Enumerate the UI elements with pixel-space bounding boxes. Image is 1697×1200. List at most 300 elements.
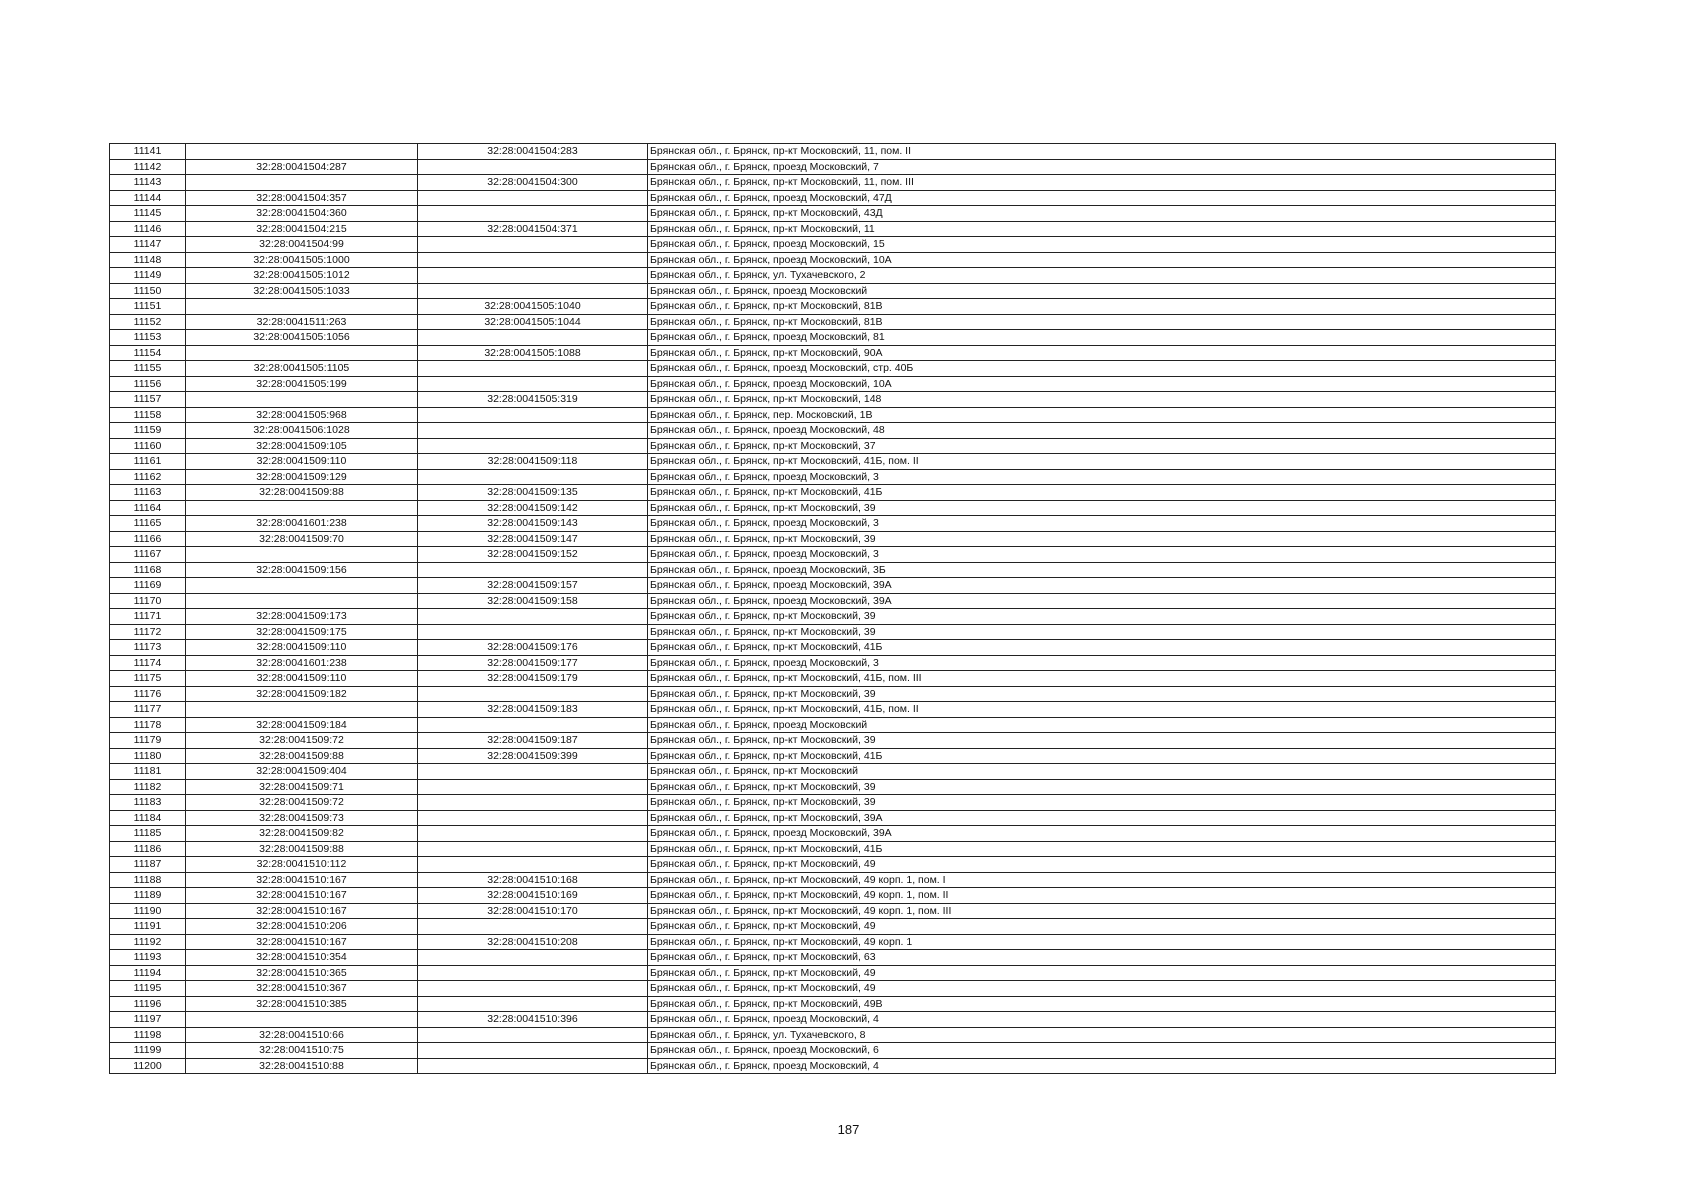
- row-number-cell: 11192: [110, 934, 186, 950]
- address-cell: Брянская обл., г. Брянск, проезд Московский, 3: [648, 516, 1556, 532]
- row-number-cell: 11191: [110, 919, 186, 935]
- table-row: [110, 640, 1556, 656]
- address-cell: Брянская обл., г. Брянск, проезд Московский, стр. 40Б: [648, 361, 1556, 377]
- cadastral-number-b-cell: 32:28:0041509:142: [418, 500, 648, 516]
- row-number-cell: 11168: [110, 562, 186, 578]
- row-number-cell: 11155: [110, 361, 186, 377]
- cadastral-number-a-cell: 32:28:0041510:365: [186, 965, 418, 981]
- cadastral-number-a-cell: 32:28:0041509:73: [186, 810, 418, 826]
- cadastral-number-a-cell: 32:28:0041504:360: [186, 206, 418, 222]
- address-cell: Брянская обл., г. Брянск, пр-кт Московский, 39: [648, 500, 1556, 516]
- address-cell: Брянская обл., г. Брянск, пр-кт Московский, 43Д: [648, 206, 1556, 222]
- table-row: [110, 500, 1556, 516]
- table-row: [110, 144, 1556, 160]
- cadastral-number-a-cell: 32:28:0041510:75: [186, 1043, 418, 1059]
- registry-sheet: [109, 143, 1555, 1074]
- table-row: [110, 578, 1556, 594]
- cadastral-number-b-cell: [418, 283, 648, 299]
- table-row: [110, 237, 1556, 253]
- row-number-cell: 11165: [110, 516, 186, 532]
- table-row: [110, 593, 1556, 609]
- address-cell: Брянская обл., г. Брянск, проезд Московский, 4: [648, 1012, 1556, 1028]
- row-number-cell: 11188: [110, 872, 186, 888]
- table-row: [110, 376, 1556, 392]
- cadastral-number-b-cell: [418, 423, 648, 439]
- address-cell: Брянская обл., г. Брянск, проезд Московский, 10А: [648, 252, 1556, 268]
- row-number-cell: 11158: [110, 407, 186, 423]
- address-cell: Брянская обл., г. Брянск, пр-кт Московский, 39А: [648, 810, 1556, 826]
- cadastral-number-b-cell: [418, 857, 648, 873]
- cadastral-number-b-cell: [418, 206, 648, 222]
- cadastral-number-a-cell: 32:28:0041504:357: [186, 190, 418, 206]
- property-registry-table: [109, 143, 1556, 1074]
- cadastral-number-a-cell: 32:28:0041505:1000: [186, 252, 418, 268]
- row-number-cell: 11143: [110, 175, 186, 191]
- address-cell: Брянская обл., г. Брянск, проезд Московский, 48: [648, 423, 1556, 439]
- table-row: [110, 283, 1556, 299]
- table-row: [110, 221, 1556, 237]
- row-number-cell: 11153: [110, 330, 186, 346]
- cadastral-number-b-cell: 32:28:0041509:399: [418, 748, 648, 764]
- table-row: [110, 252, 1556, 268]
- table-row: [110, 857, 1556, 873]
- cadastral-number-b-cell: 32:28:0041509:177: [418, 655, 648, 671]
- table-row: [110, 981, 1556, 997]
- page-number: 187: [837, 1122, 860, 1137]
- row-number-cell: 11179: [110, 733, 186, 749]
- cadastral-number-b-cell: [418, 330, 648, 346]
- table-row: [110, 1012, 1556, 1028]
- table-row: [110, 810, 1556, 826]
- row-number-cell: 11166: [110, 531, 186, 547]
- address-cell: Брянская обл., г. Брянск, пр-кт Московский, 39: [648, 531, 1556, 547]
- cadastral-number-b-cell: [418, 686, 648, 702]
- row-number-cell: 11197: [110, 1012, 186, 1028]
- cadastral-number-a-cell: 32:28:0041510:66: [186, 1027, 418, 1043]
- table-row: [110, 547, 1556, 563]
- table-row: [110, 175, 1556, 191]
- row-number-cell: 11145: [110, 206, 186, 222]
- row-number-cell: 11141: [110, 144, 186, 160]
- table-row: [110, 469, 1556, 485]
- cadastral-number-b-cell: 32:28:0041509:176: [418, 640, 648, 656]
- cadastral-number-b-cell: 32:28:0041509:158: [418, 593, 648, 609]
- address-cell: Брянская обл., г. Брянск, пр-кт Московский, 39: [648, 733, 1556, 749]
- cadastral-number-a-cell: 32:28:0041510:367: [186, 981, 418, 997]
- table-row: [110, 903, 1556, 919]
- row-number-cell: 11182: [110, 779, 186, 795]
- address-cell: Брянская обл., г. Брянск, проезд Московский, 4: [648, 1058, 1556, 1074]
- address-cell: Брянская обл., г. Брянск, проезд Московский, 39А: [648, 578, 1556, 594]
- cadastral-number-a-cell: 32:28:0041510:167: [186, 934, 418, 950]
- address-cell: Брянская обл., г. Брянск, проезд Московский, 81: [648, 330, 1556, 346]
- table-row: [110, 438, 1556, 454]
- address-cell: Брянская обл., г. Брянск, пр-кт Московский, 11, пом. III: [648, 175, 1556, 191]
- cadastral-number-a-cell: 32:28:0041509:110: [186, 640, 418, 656]
- address-cell: Брянская обл., г. Брянск, пр-кт Московский, 49: [648, 857, 1556, 873]
- row-number-cell: 11189: [110, 888, 186, 904]
- cadastral-number-b-cell: 32:28:0041504:371: [418, 221, 648, 237]
- address-cell: Брянская обл., г. Брянск, пр-кт Московский, 148: [648, 392, 1556, 408]
- address-cell: Брянская обл., г. Брянск, пр-кт Московский, 63: [648, 950, 1556, 966]
- cadastral-number-b-cell: 32:28:0041510:169: [418, 888, 648, 904]
- table-row: [110, 950, 1556, 966]
- cadastral-number-b-cell: [418, 950, 648, 966]
- cadastral-number-a-cell: 32:28:0041510:167: [186, 872, 418, 888]
- address-cell: Брянская обл., г. Брянск, пер. Московский, 1В: [648, 407, 1556, 423]
- table-row: [110, 361, 1556, 377]
- row-number-cell: 11169: [110, 578, 186, 594]
- cadastral-number-b-cell: [418, 779, 648, 795]
- cadastral-number-b-cell: [418, 919, 648, 935]
- address-cell: Брянская обл., г. Брянск, пр-кт Московский: [648, 764, 1556, 780]
- cadastral-number-a-cell: [186, 547, 418, 563]
- cadastral-number-a-cell: 32:28:0041506:1028: [186, 423, 418, 439]
- cadastral-number-b-cell: [418, 764, 648, 780]
- cadastral-number-a-cell: 32:28:0041509:156: [186, 562, 418, 578]
- cadastral-number-a-cell: 32:28:0041510:88: [186, 1058, 418, 1074]
- cadastral-number-a-cell: [186, 578, 418, 594]
- address-cell: Брянская обл., г. Брянск, проезд Московский: [648, 717, 1556, 733]
- row-number-cell: 11190: [110, 903, 186, 919]
- row-number-cell: 11181: [110, 764, 186, 780]
- cadastral-number-a-cell: 32:28:0041509:182: [186, 686, 418, 702]
- cadastral-number-a-cell: 32:28:0041509:175: [186, 624, 418, 640]
- row-number-cell: 11157: [110, 392, 186, 408]
- table-row: [110, 733, 1556, 749]
- cadastral-number-a-cell: [186, 702, 418, 718]
- cadastral-number-b-cell: [418, 1058, 648, 1074]
- table-row: [110, 516, 1556, 532]
- row-number-cell: 11176: [110, 686, 186, 702]
- table-row: [110, 671, 1556, 687]
- cadastral-number-b-cell: [418, 996, 648, 1012]
- cadastral-number-b-cell: 32:28:0041509:118: [418, 454, 648, 470]
- cadastral-number-a-cell: [186, 500, 418, 516]
- cadastral-number-a-cell: 32:28:0041504:287: [186, 159, 418, 175]
- cadastral-number-b-cell: 32:28:0041505:1040: [418, 299, 648, 315]
- table-row: [110, 190, 1556, 206]
- table-row: [110, 717, 1556, 733]
- row-number-cell: 11178: [110, 717, 186, 733]
- table-row: [110, 345, 1556, 361]
- cadastral-number-a-cell: 32:28:0041509:72: [186, 733, 418, 749]
- cadastral-number-a-cell: [186, 345, 418, 361]
- cadastral-number-b-cell: 32:28:0041509:135: [418, 485, 648, 501]
- cadastral-number-b-cell: 32:28:0041509:147: [418, 531, 648, 547]
- cadastral-number-b-cell: [418, 965, 648, 981]
- row-number-cell: 11154: [110, 345, 186, 361]
- address-cell: Брянская обл., г. Брянск, пр-кт Московский, 41Б: [648, 748, 1556, 764]
- cadastral-number-a-cell: 32:28:0041504:99: [186, 237, 418, 253]
- cadastral-number-b-cell: 32:28:0041510:170: [418, 903, 648, 919]
- table-row: [110, 826, 1556, 842]
- cadastral-number-a-cell: 32:28:0041509:129: [186, 469, 418, 485]
- cadastral-number-a-cell: 32:28:0041505:968: [186, 407, 418, 423]
- cadastral-number-a-cell: 32:28:0041504:215: [186, 221, 418, 237]
- cadastral-number-a-cell: [186, 175, 418, 191]
- table-row: [110, 1058, 1556, 1074]
- cadastral-number-b-cell: 32:28:0041504:283: [418, 144, 648, 160]
- cadastral-number-a-cell: 32:28:0041510:112: [186, 857, 418, 873]
- row-number-cell: 11142: [110, 159, 186, 175]
- row-number-cell: 11186: [110, 841, 186, 857]
- cadastral-number-b-cell: [418, 361, 648, 377]
- row-number-cell: 11180: [110, 748, 186, 764]
- table-row: [110, 965, 1556, 981]
- cadastral-number-a-cell: [186, 144, 418, 160]
- cadastral-number-a-cell: 32:28:0041509:105: [186, 438, 418, 454]
- address-cell: Брянская обл., г. Брянск, пр-кт Московский, 49 корп. 1, пом. III: [648, 903, 1556, 919]
- cadastral-number-a-cell: 32:28:0041509:82: [186, 826, 418, 842]
- cadastral-number-b-cell: [418, 826, 648, 842]
- row-number-cell: 11175: [110, 671, 186, 687]
- address-cell: Брянская обл., г. Брянск, пр-кт Московский, 39: [648, 624, 1556, 640]
- table-row: [110, 779, 1556, 795]
- cadastral-number-a-cell: 32:28:0041510:354: [186, 950, 418, 966]
- row-number-cell: 11159: [110, 423, 186, 439]
- row-number-cell: 11184: [110, 810, 186, 826]
- address-cell: Брянская обл., г. Брянск, проезд Московский, 3Б: [648, 562, 1556, 578]
- row-number-cell: 11194: [110, 965, 186, 981]
- cadastral-number-b-cell: [418, 1027, 648, 1043]
- address-cell: Брянская обл., г. Брянск, ул. Тухачевского, 8: [648, 1027, 1556, 1043]
- cadastral-number-b-cell: 32:28:0041510:208: [418, 934, 648, 950]
- address-cell: Брянская обл., г. Брянск, пр-кт Московский, 41Б: [648, 841, 1556, 857]
- cadastral-number-b-cell: [418, 1043, 648, 1059]
- address-cell: Брянская обл., г. Брянск, пр-кт Московский, 49 корп. 1, пом. II: [648, 888, 1556, 904]
- cadastral-number-a-cell: 32:28:0041509:184: [186, 717, 418, 733]
- address-cell: Брянская обл., г. Брянск, пр-кт Московский, 90А: [648, 345, 1556, 361]
- cadastral-number-a-cell: 32:28:0041509:110: [186, 454, 418, 470]
- cadastral-number-a-cell: [186, 392, 418, 408]
- table-row: [110, 764, 1556, 780]
- cadastral-number-b-cell: 32:28:0041504:300: [418, 175, 648, 191]
- row-number-cell: 11146: [110, 221, 186, 237]
- cadastral-number-a-cell: 32:28:0041509:173: [186, 609, 418, 625]
- cadastral-number-b-cell: [418, 810, 648, 826]
- cadastral-number-a-cell: 32:28:0041505:1012: [186, 268, 418, 284]
- cadastral-number-a-cell: 32:28:0041601:238: [186, 655, 418, 671]
- cadastral-number-b-cell: 32:28:0041509:179: [418, 671, 648, 687]
- address-cell: Брянская обл., г. Брянск, пр-кт Московский, 49 корп. 1, пом. I: [648, 872, 1556, 888]
- cadastral-number-b-cell: [418, 624, 648, 640]
- table-row: [110, 609, 1556, 625]
- cadastral-number-b-cell: 32:28:0041505:1044: [418, 314, 648, 330]
- cadastral-number-b-cell: 32:28:0041509:183: [418, 702, 648, 718]
- table-row: [110, 206, 1556, 222]
- address-cell: Брянская обл., г. Брянск, проезд Московский, 15: [648, 237, 1556, 253]
- table-row: [110, 562, 1556, 578]
- cadastral-number-b-cell: [418, 252, 648, 268]
- cadastral-number-b-cell: [418, 268, 648, 284]
- cadastral-number-b-cell: [418, 190, 648, 206]
- address-cell: Брянская обл., г. Брянск, пр-кт Московский, 39: [648, 795, 1556, 811]
- table-row: [110, 795, 1556, 811]
- cadastral-number-b-cell: [418, 438, 648, 454]
- cadastral-number-a-cell: 32:28:0041509:70: [186, 531, 418, 547]
- address-cell: Брянская обл., г. Брянск, пр-кт Московский, 11, пом. II: [648, 144, 1556, 160]
- row-number-cell: 11200: [110, 1058, 186, 1074]
- cadastral-number-b-cell: 32:28:0041505:319: [418, 392, 648, 408]
- address-cell: Брянская обл., г. Брянск, проезд Московский, 47Д: [648, 190, 1556, 206]
- cadastral-number-b-cell: 32:28:0041509:187: [418, 733, 648, 749]
- address-cell: Брянская обл., г. Брянск, пр-кт Московский, 49В: [648, 996, 1556, 1012]
- row-number-cell: 11164: [110, 500, 186, 516]
- row-number-cell: 11161: [110, 454, 186, 470]
- address-cell: Брянская обл., г. Брянск, пр-кт Московский, 39: [648, 779, 1556, 795]
- cadastral-number-a-cell: 32:28:0041511:263: [186, 314, 418, 330]
- cadastral-number-a-cell: 32:28:0041601:238: [186, 516, 418, 532]
- cadastral-number-a-cell: 32:28:0041509:404: [186, 764, 418, 780]
- address-cell: Брянская обл., г. Брянск, пр-кт Московский, 81В: [648, 299, 1556, 315]
- address-cell: Брянская обл., г. Брянск, проезд Московский: [648, 283, 1556, 299]
- cadastral-number-b-cell: [418, 562, 648, 578]
- cadastral-number-a-cell: 32:28:0041505:1033: [186, 283, 418, 299]
- cadastral-number-a-cell: [186, 593, 418, 609]
- cadastral-number-a-cell: 32:28:0041510:206: [186, 919, 418, 935]
- cadastral-number-a-cell: 32:28:0041509:88: [186, 748, 418, 764]
- address-cell: Брянская обл., г. Брянск, проезд Московский, 6: [648, 1043, 1556, 1059]
- table-row: [110, 1043, 1556, 1059]
- address-cell: Брянская обл., г. Брянск, проезд Московский, 3: [648, 469, 1556, 485]
- cadastral-number-b-cell: [418, 609, 648, 625]
- table-row: [110, 330, 1556, 346]
- row-number-cell: 11185: [110, 826, 186, 842]
- cadastral-number-b-cell: [418, 469, 648, 485]
- cadastral-number-a-cell: 32:28:0041505:1105: [186, 361, 418, 377]
- row-number-cell: 11162: [110, 469, 186, 485]
- row-number-cell: 11148: [110, 252, 186, 268]
- table-row: [110, 841, 1556, 857]
- row-number-cell: 11150: [110, 283, 186, 299]
- row-number-cell: 11149: [110, 268, 186, 284]
- cadastral-number-b-cell: [418, 795, 648, 811]
- cadastral-number-b-cell: 32:28:0041510:168: [418, 872, 648, 888]
- table-row: [110, 888, 1556, 904]
- address-cell: Брянская обл., г. Брянск, пр-кт Московский, 37: [648, 438, 1556, 454]
- address-cell: Брянская обл., г. Брянск, пр-кт Московский, 49: [648, 981, 1556, 997]
- table-row: [110, 934, 1556, 950]
- table-row: [110, 485, 1556, 501]
- address-cell: Брянская обл., г. Брянск, пр-кт Московский, 41Б: [648, 640, 1556, 656]
- cadastral-number-a-cell: 32:28:0041510:167: [186, 903, 418, 919]
- address-cell: Брянская обл., г. Брянск, проезд Московский, 3: [648, 547, 1556, 563]
- cadastral-number-a-cell: 32:28:0041509:71: [186, 779, 418, 795]
- row-number-cell: 11147: [110, 237, 186, 253]
- table-row: [110, 454, 1556, 470]
- cadastral-number-a-cell: 32:28:0041509:88: [186, 841, 418, 857]
- row-number-cell: 11152: [110, 314, 186, 330]
- table-row: [110, 872, 1556, 888]
- row-number-cell: 11151: [110, 299, 186, 315]
- address-cell: Брянская обл., г. Брянск, пр-кт Московский, 11: [648, 221, 1556, 237]
- cadastral-number-a-cell: 32:28:0041509:88: [186, 485, 418, 501]
- address-cell: Брянская обл., г. Брянск, проезд Московский, 7: [648, 159, 1556, 175]
- table-row: [110, 423, 1556, 439]
- table-row: [110, 1027, 1556, 1043]
- cadastral-number-b-cell: [418, 376, 648, 392]
- cadastral-number-a-cell: 32:28:0041510:385: [186, 996, 418, 1012]
- cadastral-number-a-cell: 32:28:0041509:72: [186, 795, 418, 811]
- row-number-cell: 11160: [110, 438, 186, 454]
- cadastral-number-a-cell: [186, 299, 418, 315]
- table-row: [110, 919, 1556, 935]
- row-number-cell: 11177: [110, 702, 186, 718]
- table-row: [110, 686, 1556, 702]
- table-row: [110, 748, 1556, 764]
- cadastral-number-a-cell: 32:28:0041510:167: [186, 888, 418, 904]
- address-cell: Брянская обл., г. Брянск, проезд Московский, 3: [648, 655, 1556, 671]
- address-cell: Брянская обл., г. Брянск, проезд Московский, 39А: [648, 593, 1556, 609]
- table-row: [110, 531, 1556, 547]
- table-row: [110, 407, 1556, 423]
- row-number-cell: 11195: [110, 981, 186, 997]
- row-number-cell: 11167: [110, 547, 186, 563]
- cadastral-number-b-cell: [418, 981, 648, 997]
- row-number-cell: 11187: [110, 857, 186, 873]
- address-cell: Брянская обл., г. Брянск, пр-кт Московский, 49: [648, 965, 1556, 981]
- table-row: [110, 996, 1556, 1012]
- cadastral-number-a-cell: 32:28:0041505:199: [186, 376, 418, 392]
- address-cell: Брянская обл., г. Брянск, пр-кт Московский, 41Б, пом. III: [648, 671, 1556, 687]
- cadastral-number-a-cell: [186, 1012, 418, 1028]
- cadastral-number-b-cell: 32:28:0041505:1088: [418, 345, 648, 361]
- address-cell: Брянская обл., г. Брянск, пр-кт Московский, 39: [648, 686, 1556, 702]
- address-cell: Брянская обл., г. Брянск, пр-кт Московский, 41Б, пом. II: [648, 702, 1556, 718]
- row-number-cell: 11183: [110, 795, 186, 811]
- row-number-cell: 11170: [110, 593, 186, 609]
- address-cell: Брянская обл., г. Брянск, пр-кт Московский, 49 корп. 1: [648, 934, 1556, 950]
- table-row: [110, 314, 1556, 330]
- row-number-cell: 11156: [110, 376, 186, 392]
- table-row: [110, 159, 1556, 175]
- row-number-cell: 11193: [110, 950, 186, 966]
- cadastral-number-b-cell: [418, 407, 648, 423]
- table-row: [110, 268, 1556, 284]
- row-number-cell: 11173: [110, 640, 186, 656]
- cadastral-number-b-cell: [418, 841, 648, 857]
- address-cell: Брянская обл., г. Брянск, пр-кт Московский, 41Б: [648, 485, 1556, 501]
- cadastral-number-b-cell: [418, 159, 648, 175]
- row-number-cell: 11174: [110, 655, 186, 671]
- cadastral-number-b-cell: 32:28:0041510:396: [418, 1012, 648, 1028]
- row-number-cell: 11163: [110, 485, 186, 501]
- table-row: [110, 655, 1556, 671]
- cadastral-number-b-cell: 32:28:0041509:157: [418, 578, 648, 594]
- address-cell: Брянская обл., г. Брянск, пр-кт Московский, 39: [648, 609, 1556, 625]
- registry-table-body: [110, 144, 1556, 1074]
- address-cell: Брянская обл., г. Брянск, ул. Тухачевского, 2: [648, 268, 1556, 284]
- table-row: [110, 299, 1556, 315]
- row-number-cell: 11199: [110, 1043, 186, 1059]
- address-cell: Брянская обл., г. Брянск, пр-кт Московский, 41Б, пом. II: [648, 454, 1556, 470]
- cadastral-number-a-cell: 32:28:0041509:110: [186, 671, 418, 687]
- row-number-cell: 11198: [110, 1027, 186, 1043]
- cadastral-number-a-cell: 32:28:0041505:1056: [186, 330, 418, 346]
- table-row: [110, 392, 1556, 408]
- address-cell: Брянская обл., г. Брянск, проезд Московский, 10А: [648, 376, 1556, 392]
- cadastral-number-b-cell: 32:28:0041509:143: [418, 516, 648, 532]
- address-cell: Брянская обл., г. Брянск, проезд Московский, 39А: [648, 826, 1556, 842]
- row-number-cell: 11172: [110, 624, 186, 640]
- cadastral-number-b-cell: [418, 237, 648, 253]
- cadastral-number-b-cell: [418, 717, 648, 733]
- table-row: [110, 624, 1556, 640]
- table-row: [110, 702, 1556, 718]
- row-number-cell: 11196: [110, 996, 186, 1012]
- row-number-cell: 11171: [110, 609, 186, 625]
